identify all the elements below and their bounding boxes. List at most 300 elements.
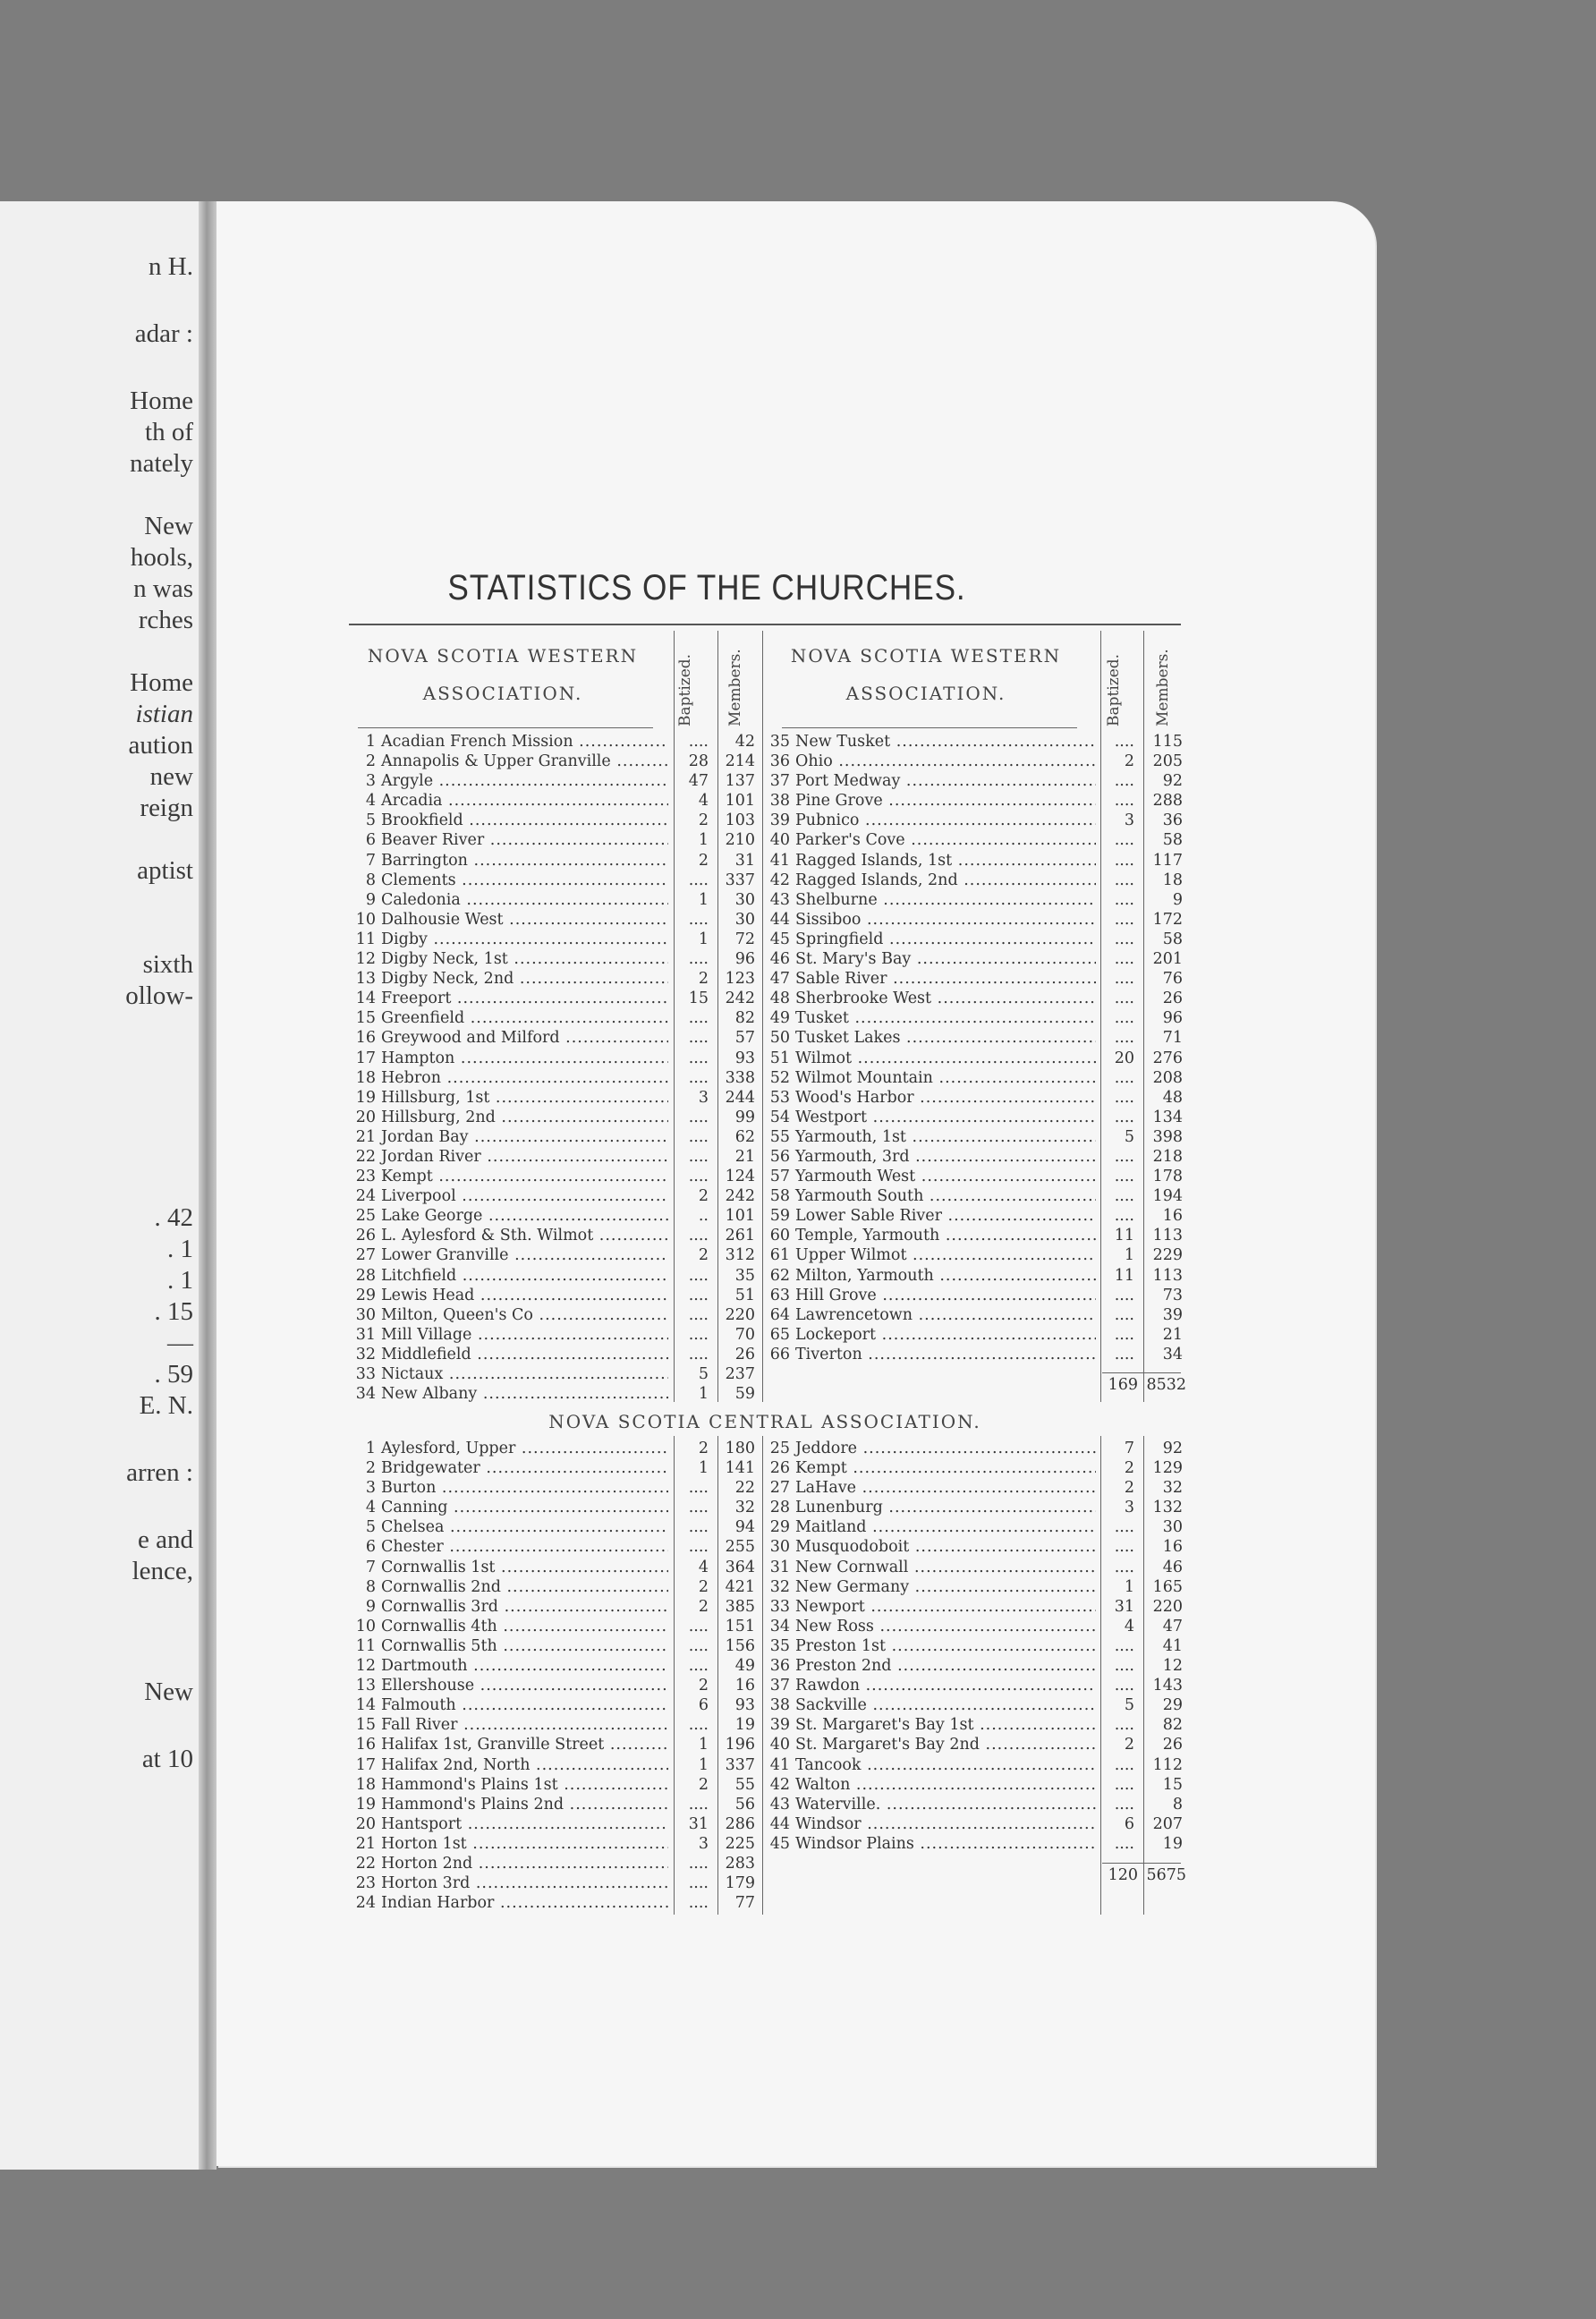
table-row (765, 752, 1185, 771)
church-name (351, 1517, 668, 1537)
table-row (765, 1795, 1185, 1814)
row-number: 2 (365, 752, 376, 771)
church-name (351, 1245, 668, 1265)
church-name (765, 1755, 1096, 1775)
church-name-text: Hill Grove (795, 1286, 877, 1304)
church-name-text: Annapolis & Upper Granville (381, 752, 611, 771)
church-name-text: Greenfield (381, 1009, 465, 1028)
church-name-text: Dartmouth (381, 1657, 468, 1676)
church-name (351, 1439, 668, 1458)
church-name-text: Falmouth (381, 1696, 456, 1715)
row-number: 5 (365, 1518, 376, 1537)
left-page-fragment: nately (130, 449, 193, 478)
baptized-cell: .... (688, 1266, 709, 1285)
members-cell: 32 (1162, 1479, 1183, 1498)
baptized-cell: .... (1114, 1795, 1134, 1814)
row-number: 40 (769, 831, 790, 850)
church-name-text: Westport (795, 1108, 868, 1126)
church-name (351, 1854, 668, 1873)
members-cell: 16 (734, 1677, 755, 1695)
church-name (765, 771, 1096, 791)
baptized-cell: 1 (698, 890, 709, 909)
title-rule (349, 624, 1181, 625)
baptized-cell: .... (688, 1147, 709, 1166)
row-number: 35 (769, 1636, 790, 1655)
members-cell: 208 (1152, 1068, 1183, 1087)
church-name-text: Lower Sable River (795, 1207, 942, 1226)
members-cell: 99 (734, 1108, 755, 1126)
church-name-text: Newport (795, 1597, 865, 1616)
baptized-cell: 1 (698, 1736, 709, 1754)
members-cell: 19 (734, 1716, 755, 1735)
church-name-text: St. Margaret's Bay 2nd (795, 1736, 980, 1754)
baptized-cell: 3 (1124, 1499, 1134, 1517)
western-header-right (774, 637, 1078, 712)
members-cell: 21 (734, 1147, 755, 1166)
table-row (765, 1537, 1185, 1557)
church-name (765, 1325, 1096, 1345)
baptized-cell: 6 (698, 1696, 709, 1715)
central-total-rule (1102, 1863, 1181, 1864)
row-number: 8 (365, 871, 376, 889)
table-row (765, 1458, 1185, 1478)
church-name-text: Horton 1st (381, 1834, 467, 1853)
table-row (351, 811, 758, 830)
members-cell: 283 (725, 1854, 755, 1873)
baptized-cell: .. (698, 1207, 709, 1226)
members-cell: 134 (1152, 1108, 1183, 1126)
church-name (765, 1266, 1096, 1286)
table-row (351, 752, 758, 771)
table-row (351, 1834, 758, 1854)
table-row (351, 1715, 758, 1735)
row-number: 62 (769, 1266, 790, 1285)
baptized-cell: .... (1114, 930, 1134, 948)
church-name (765, 1498, 1096, 1517)
church-name-text: Shelburne (795, 890, 878, 909)
members-cell: 46 (1162, 1558, 1183, 1576)
members-cell: 58 (1162, 831, 1183, 850)
table-row (765, 771, 1185, 791)
church-name-text: Sissiboo (795, 910, 862, 929)
church-name (765, 1049, 1096, 1068)
church-name-text: Wood's Harbor (795, 1088, 914, 1107)
members-cell: 113 (1152, 1227, 1183, 1245)
church-name (765, 890, 1096, 910)
row-number: 24 (355, 1187, 376, 1206)
members-cell: 56 (734, 1795, 755, 1814)
row-number: 26 (355, 1227, 376, 1245)
baptized-cell: 2 (1124, 1459, 1134, 1478)
church-name (765, 1305, 1096, 1325)
church-name-text: Greywood and Milford (381, 1029, 560, 1048)
church-name-text: Yarmouth South (795, 1187, 924, 1206)
members-cell: 220 (725, 1305, 755, 1324)
table-row (765, 1517, 1185, 1537)
church-name-text: Fall River (381, 1716, 458, 1735)
church-name-text: Argyle (381, 772, 434, 791)
table-row (765, 1028, 1185, 1048)
church-name-text: Hillsburg, 2nd (381, 1108, 496, 1126)
baptized-cell: .... (688, 1854, 709, 1873)
baptized-cell: 31 (1114, 1597, 1134, 1616)
table-row (765, 1008, 1185, 1028)
church-name (765, 732, 1096, 752)
table-row (351, 890, 758, 910)
church-name (351, 1325, 668, 1345)
table-row (351, 1695, 758, 1715)
left-page-fragment: th of (145, 418, 193, 446)
left-page-fragment: reign (140, 794, 193, 822)
row-number: 4 (365, 792, 376, 811)
church-name (351, 1088, 668, 1108)
church-name-text: Hantsport (381, 1814, 463, 1833)
members-cell: 101 (725, 1207, 755, 1226)
row-number: 52 (769, 1068, 790, 1087)
church-name-text: Parker's Cove (795, 831, 905, 850)
church-name (351, 910, 668, 930)
table-row (351, 1597, 758, 1617)
baptized-cell: 31 (688, 1814, 709, 1833)
church-name-text: Wilmot Mountain (795, 1068, 933, 1087)
baptized-cell: 11 (1114, 1227, 1134, 1245)
church-name-text: Halifax 2nd, North (381, 1755, 531, 1774)
church-name (351, 1695, 668, 1715)
baptized-cell: 2 (698, 1577, 709, 1596)
members-cell: 47 (1162, 1617, 1183, 1635)
table-row (351, 1206, 758, 1226)
baptized-cell: .... (1114, 1538, 1134, 1557)
church-name-text: Waterville. (795, 1795, 881, 1814)
table-row (765, 1245, 1185, 1265)
church-name (765, 1286, 1096, 1305)
church-name (765, 752, 1096, 771)
row-number: 6 (365, 1538, 376, 1557)
table-row (351, 1127, 758, 1147)
western-header-line2: ASSOCIATION. (422, 683, 583, 704)
row-number: 33 (355, 1365, 376, 1383)
church-name-text: Clements (381, 871, 456, 889)
members-cell: 96 (1162, 1009, 1183, 1028)
members-cell: 276 (1152, 1049, 1183, 1067)
table-row (765, 1577, 1185, 1597)
row-number: 33 (769, 1597, 790, 1616)
church-name (351, 830, 668, 850)
row-number: 21 (355, 1834, 376, 1853)
members-cell: 30 (734, 910, 755, 929)
row-number: 9 (365, 1597, 376, 1616)
baptized-cell: 2 (698, 970, 709, 989)
church-name (765, 830, 1096, 850)
table-row (351, 1735, 758, 1754)
baptized-cell: 2 (698, 1246, 709, 1265)
church-name (765, 851, 1096, 871)
row-number: 10 (355, 910, 376, 929)
church-name (351, 1834, 668, 1854)
row-number: 28 (769, 1499, 790, 1517)
church-name-text: Hampton (381, 1049, 455, 1067)
church-name (765, 1345, 1096, 1364)
members-cell: 101 (725, 792, 755, 811)
church-name (351, 1458, 668, 1478)
church-name (351, 1266, 668, 1286)
row-number: 31 (769, 1558, 790, 1576)
church-name (351, 1305, 668, 1325)
baptized-cell: .... (688, 1518, 709, 1537)
church-name-text: Cornwallis 5th (381, 1636, 497, 1655)
church-name (765, 811, 1096, 830)
church-name (351, 1577, 668, 1597)
table-row (351, 1266, 758, 1286)
church-name (765, 1597, 1096, 1617)
row-number: 65 (769, 1325, 790, 1344)
row-number: 12 (355, 950, 376, 969)
table-row (765, 1617, 1185, 1636)
row-number: 23 (355, 1874, 376, 1893)
table-row (351, 1458, 758, 1478)
church-name-text: Pine Grove (795, 792, 883, 811)
table-row (351, 1478, 758, 1498)
church-name-text: Tusket (795, 1009, 849, 1028)
baptized-cell: .... (1114, 1068, 1134, 1087)
members-cell: 55 (734, 1775, 755, 1794)
baptized-cell: .... (688, 1617, 709, 1635)
church-name (351, 1676, 668, 1695)
church-name (351, 989, 668, 1008)
church-name (765, 1186, 1096, 1206)
members-cell: 137 (725, 772, 755, 791)
church-name-text: Milton, Yarmouth (795, 1266, 934, 1285)
baptized-cell: .... (688, 910, 709, 929)
baptized-cell: .... (1114, 1636, 1134, 1655)
row-number: 42 (769, 871, 790, 889)
members-cell: 244 (725, 1088, 755, 1107)
row-number: 35 (769, 733, 790, 751)
members-cell: 93 (734, 1696, 755, 1715)
table-row (765, 830, 1185, 850)
church-name (351, 851, 668, 871)
left-page-fragment: Home (130, 668, 193, 697)
row-number: 51 (769, 1049, 790, 1067)
row-number: 3 (365, 1479, 376, 1498)
baptized-cell: .... (1114, 792, 1134, 811)
table-row (765, 871, 1185, 890)
church-name (351, 1049, 668, 1068)
members-cell: 237 (725, 1365, 755, 1383)
row-number: 19 (355, 1088, 376, 1107)
church-name-text: Yarmouth West (795, 1168, 916, 1186)
church-name-text: New Cornwall (795, 1558, 909, 1576)
church-name (765, 1577, 1096, 1597)
church-name (765, 1814, 1096, 1834)
church-name (351, 752, 668, 771)
church-name (765, 949, 1096, 969)
church-name-text: St. Margaret's Bay 1st (795, 1716, 974, 1735)
members-cell: 338 (725, 1068, 755, 1087)
table-row (351, 1755, 758, 1775)
members-cell: 225 (725, 1834, 755, 1853)
church-name-text: L. Aylesford & Sth. Wilmot (381, 1227, 594, 1245)
church-name-text: Musquodoboit (795, 1538, 910, 1557)
table-row (351, 1364, 758, 1384)
members-cell: 94 (734, 1518, 755, 1537)
baptized-cell: 2 (698, 1677, 709, 1695)
left-page-fragment: adar : (134, 319, 193, 348)
church-name (765, 1127, 1096, 1147)
row-number: 38 (769, 1696, 790, 1715)
members-cell: 8 (1172, 1795, 1183, 1814)
row-number: 27 (355, 1246, 376, 1265)
baptized-cell: .... (1114, 1088, 1134, 1107)
members-cell: 242 (725, 1187, 755, 1206)
baptized-cell: .... (688, 1657, 709, 1676)
church-name-text: Canning (381, 1499, 448, 1517)
church-name (351, 1008, 668, 1028)
church-name-text: Litchfield (381, 1266, 457, 1285)
church-name (765, 1478, 1096, 1498)
table-row (351, 949, 758, 969)
western-total-rule (1102, 1372, 1181, 1373)
row-number: 18 (355, 1775, 376, 1794)
church-name (765, 1656, 1096, 1676)
church-name-text: Sackville (795, 1696, 867, 1715)
baptized-cell: .... (688, 1479, 709, 1498)
row-number: 13 (355, 1677, 376, 1695)
members-cell: 82 (1162, 1716, 1183, 1735)
church-name (351, 1795, 668, 1814)
page-title: STATISTICS OF THE CHURCHES. (447, 568, 966, 607)
baptized-cell: 7 (1124, 1440, 1134, 1457)
table-row (765, 1636, 1185, 1656)
church-name-text: Digby Neck, 1st (381, 950, 508, 969)
row-number: 40 (769, 1736, 790, 1754)
church-name (765, 1458, 1096, 1478)
church-name-text: Digby (381, 930, 428, 948)
table-row (765, 1498, 1185, 1517)
members-col-header-left: Members. (726, 649, 744, 726)
left-page-fragment: . 1 (167, 1235, 193, 1263)
western-right-column (765, 732, 1185, 1364)
church-name (351, 1226, 668, 1245)
row-number: 66 (769, 1345, 790, 1363)
baptized-cell: .... (1114, 1755, 1134, 1774)
members-cell: 255 (725, 1538, 755, 1557)
row-number: 61 (769, 1246, 790, 1265)
church-name (765, 1068, 1096, 1088)
church-name-text: Preston 2nd (795, 1657, 892, 1676)
left-page-text-fragments (0, 201, 204, 2170)
row-number: 49 (769, 1009, 790, 1028)
baptized-col-header-left: Baptized. (676, 653, 694, 726)
row-number: 7 (365, 1558, 376, 1576)
row-number: 39 (769, 1716, 790, 1735)
row-number: 1 (365, 733, 376, 751)
church-name-text: Port Medway (795, 772, 901, 791)
baptized-cell: 2 (1124, 1736, 1134, 1754)
church-name-text: Nictaux (381, 1365, 444, 1383)
members-cell: 49 (734, 1657, 755, 1676)
church-name (351, 1286, 668, 1305)
members-cell: 312 (725, 1246, 755, 1265)
church-name-text: Ragged Islands, 2nd (795, 871, 958, 889)
table-row (351, 791, 758, 811)
table-row (351, 1893, 758, 1913)
baptized-cell: .... (688, 1894, 709, 1913)
church-name-text: Mill Village (381, 1325, 472, 1344)
table-row (351, 1636, 758, 1656)
table-row (765, 989, 1185, 1008)
members-cell: 103 (725, 811, 755, 830)
table-row (351, 1008, 758, 1028)
church-name (765, 1245, 1096, 1265)
western-header-left (351, 637, 655, 712)
members-cell: 194 (1152, 1187, 1183, 1206)
church-name-text: Yarmouth, 1st (795, 1127, 906, 1146)
church-name (765, 1676, 1096, 1695)
church-name-text: Cornwallis 3rd (381, 1597, 499, 1616)
baptized-cell: .... (1114, 1657, 1134, 1676)
church-name-text: Pubnico (795, 811, 860, 830)
church-name-text: Cornwallis 1st (381, 1558, 496, 1576)
members-cell: 242 (725, 990, 755, 1008)
row-number: 7 (365, 851, 376, 870)
church-name (765, 1108, 1096, 1127)
row-number: 43 (769, 1795, 790, 1814)
church-name (351, 1364, 668, 1384)
baptized-cell: 2 (698, 1440, 709, 1457)
baptized-cell: 11 (1114, 1266, 1134, 1285)
church-name-text: Wilmot (795, 1049, 853, 1067)
row-number: 38 (769, 792, 790, 811)
baptized-cell: .... (688, 950, 709, 969)
baptized-cell: .... (688, 1716, 709, 1735)
baptized-cell: 5 (1124, 1696, 1134, 1715)
members-cell: 51 (734, 1286, 755, 1304)
baptized-cell: .... (688, 733, 709, 751)
members-cell: 207 (1152, 1814, 1183, 1833)
members-cell: 92 (1162, 1440, 1183, 1457)
row-number: 36 (769, 1657, 790, 1676)
baptized-cell: 4 (698, 792, 709, 811)
baptized-cell: .... (1114, 1345, 1134, 1363)
baptized-cell: 2 (698, 1597, 709, 1616)
row-number: 36 (769, 752, 790, 771)
baptized-cell: .... (688, 1305, 709, 1324)
church-name (351, 1186, 668, 1206)
table-row (351, 1795, 758, 1814)
western-left-column (351, 732, 758, 1404)
table-row (351, 830, 758, 850)
church-name (765, 930, 1096, 949)
table-row (351, 989, 758, 1008)
church-name-text: New Tusket (795, 733, 891, 751)
church-name (351, 1108, 668, 1127)
table-row (351, 1088, 758, 1108)
members-cell: 59 (734, 1385, 755, 1404)
row-number: 42 (769, 1775, 790, 1794)
row-number: 43 (769, 890, 790, 909)
central-association-title: NOVA SCOTIA CENTRAL ASSOCIATION. (548, 1411, 981, 1432)
church-name-text: Burton (381, 1479, 437, 1498)
row-number: 5 (365, 811, 376, 830)
members-cell: 39 (1162, 1305, 1183, 1324)
row-number: 16 (355, 1736, 376, 1754)
row-number: 10 (355, 1617, 376, 1635)
members-cell: 9 (1172, 890, 1183, 909)
baptized-cell: .... (1114, 871, 1134, 889)
church-name (351, 732, 668, 752)
table-row (351, 1226, 758, 1245)
